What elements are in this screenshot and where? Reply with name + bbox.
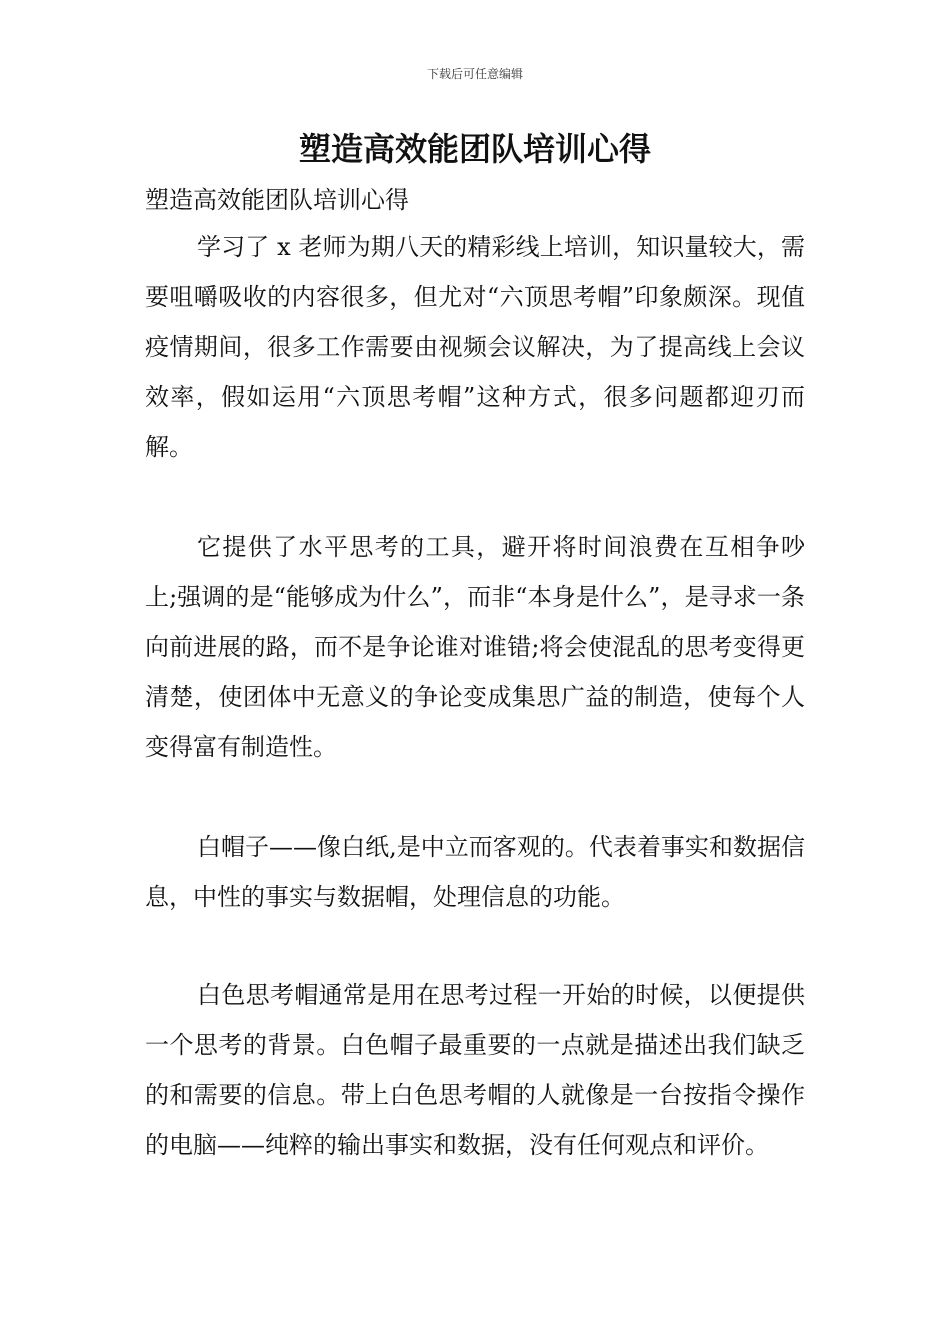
paragraph-4: 白色思考帽通常是用在思考过程一开始的时候，以便提供一个思考的背景。白色帽子最重要的一点就是描述出我们缺乏的和需要的信息。带上白色思考帽的人就像是一台按指令操作的电脑——纯粹的输出事实和数据，没有任何观点和评价。: [145, 981, 805, 1159]
subtitle: 塑造高效能团队培训心得: [145, 186, 409, 214]
paragraph-3: 白帽子——像白纸,是中立而客观的。代表着事实和数据信息，中性的事实与数据帽，处理信息的功能。: [145, 833, 805, 911]
page-title: 塑造高效能团队培训心得: [298, 130, 651, 168]
header-note: 下载后可任意编辑: [426, 67, 523, 81]
paragraph-1: 学习了 x 老师为期八天的精彩线上培训，知识量较大，需要咀嚼吸收的内容很多，但尤对“六顶思考帽”印象颇深。现值疫情期间，很多工作需要由视频会议解决，为了提高线上会议效率，假如运用“六顶思考帽”这种方式，很多问题都迎刃而解。: [145, 233, 805, 461]
paragraph-2: 它提供了水平思考的工具，避开将时间浪费在互相争吵上;强调的是“能够成为什么”，而非“本身是什么”，是寻求一条向前进展的路，而不是争论谁对谁错;将会使混乱的思考变得更清楚，使团体中无意义的争论变成集思广益的制造，使每个人变得富有制造性。: [145, 533, 805, 761]
